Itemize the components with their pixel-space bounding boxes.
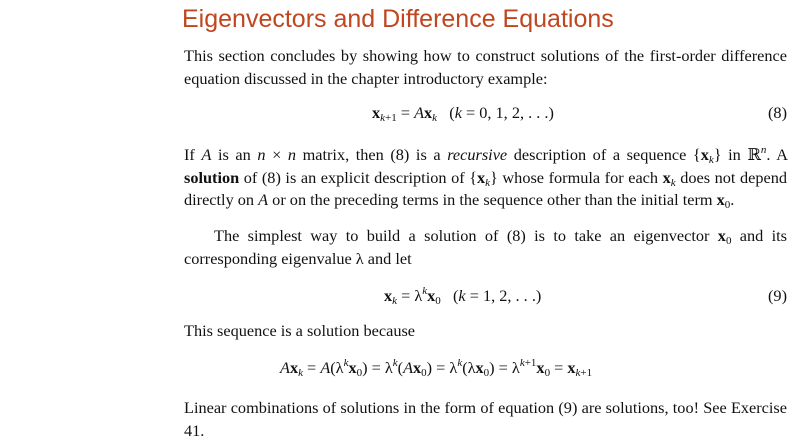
equation-9-number: (9) xyxy=(768,286,787,305)
section-title: Eigenvectors and Difference Equations xyxy=(182,5,614,33)
construction-paragraph: The simplest way to build a solution of (8) is to take an eigenvector $x_0$ and its corresponding eigenvalue λ and let xyxy=(184,226,788,268)
equation-8 xyxy=(184,101,787,125)
final-paragraph: Linear combinations of solutions in the form of equation (9) are solutions, too! See Exercise 41. xyxy=(184,398,787,440)
solution-equation xyxy=(184,356,787,380)
equation-8-expression: $x_{k+1} = Ax_k$ (k = 0, 1, 2, . . .) xyxy=(372,103,554,124)
equation-9-expression: $x_k = \lambda^kx_0$ (k = 1, 2, . . .) xyxy=(384,285,542,307)
equation-8-number: (8) xyxy=(768,103,787,122)
solution-equation-expression: $Ax_k = A(\lambda^kx_0) = \lambda^k(Ax_0) = \lambda^k(\lambda x_0) = \lambda^{k+1}x_0 = x_{k+1}$ xyxy=(280,357,593,379)
conclusion-paragraph: This sequence is a solution because xyxy=(184,321,416,340)
solution-term: solution xyxy=(184,167,240,187)
definition-paragraph: If A is an n × n matrix, then (8) is a recursive description of a sequence $\{x_k\}$ in ℝ$^n$. A solution of (8) is an explicit description of $\{x_k\}$ whose formula for each $x_k$ does not depend directly on A or on the preceding terms in the sequence other than the initial term $x_0$. xyxy=(184,144,788,211)
intro-paragraph: This section concludes by showing how to construct solutions of the first-order difference equation discussed in the chapter introductory example: xyxy=(184,46,787,88)
recursive-emphasis: recursive xyxy=(447,145,508,164)
equation-9 xyxy=(184,284,787,308)
